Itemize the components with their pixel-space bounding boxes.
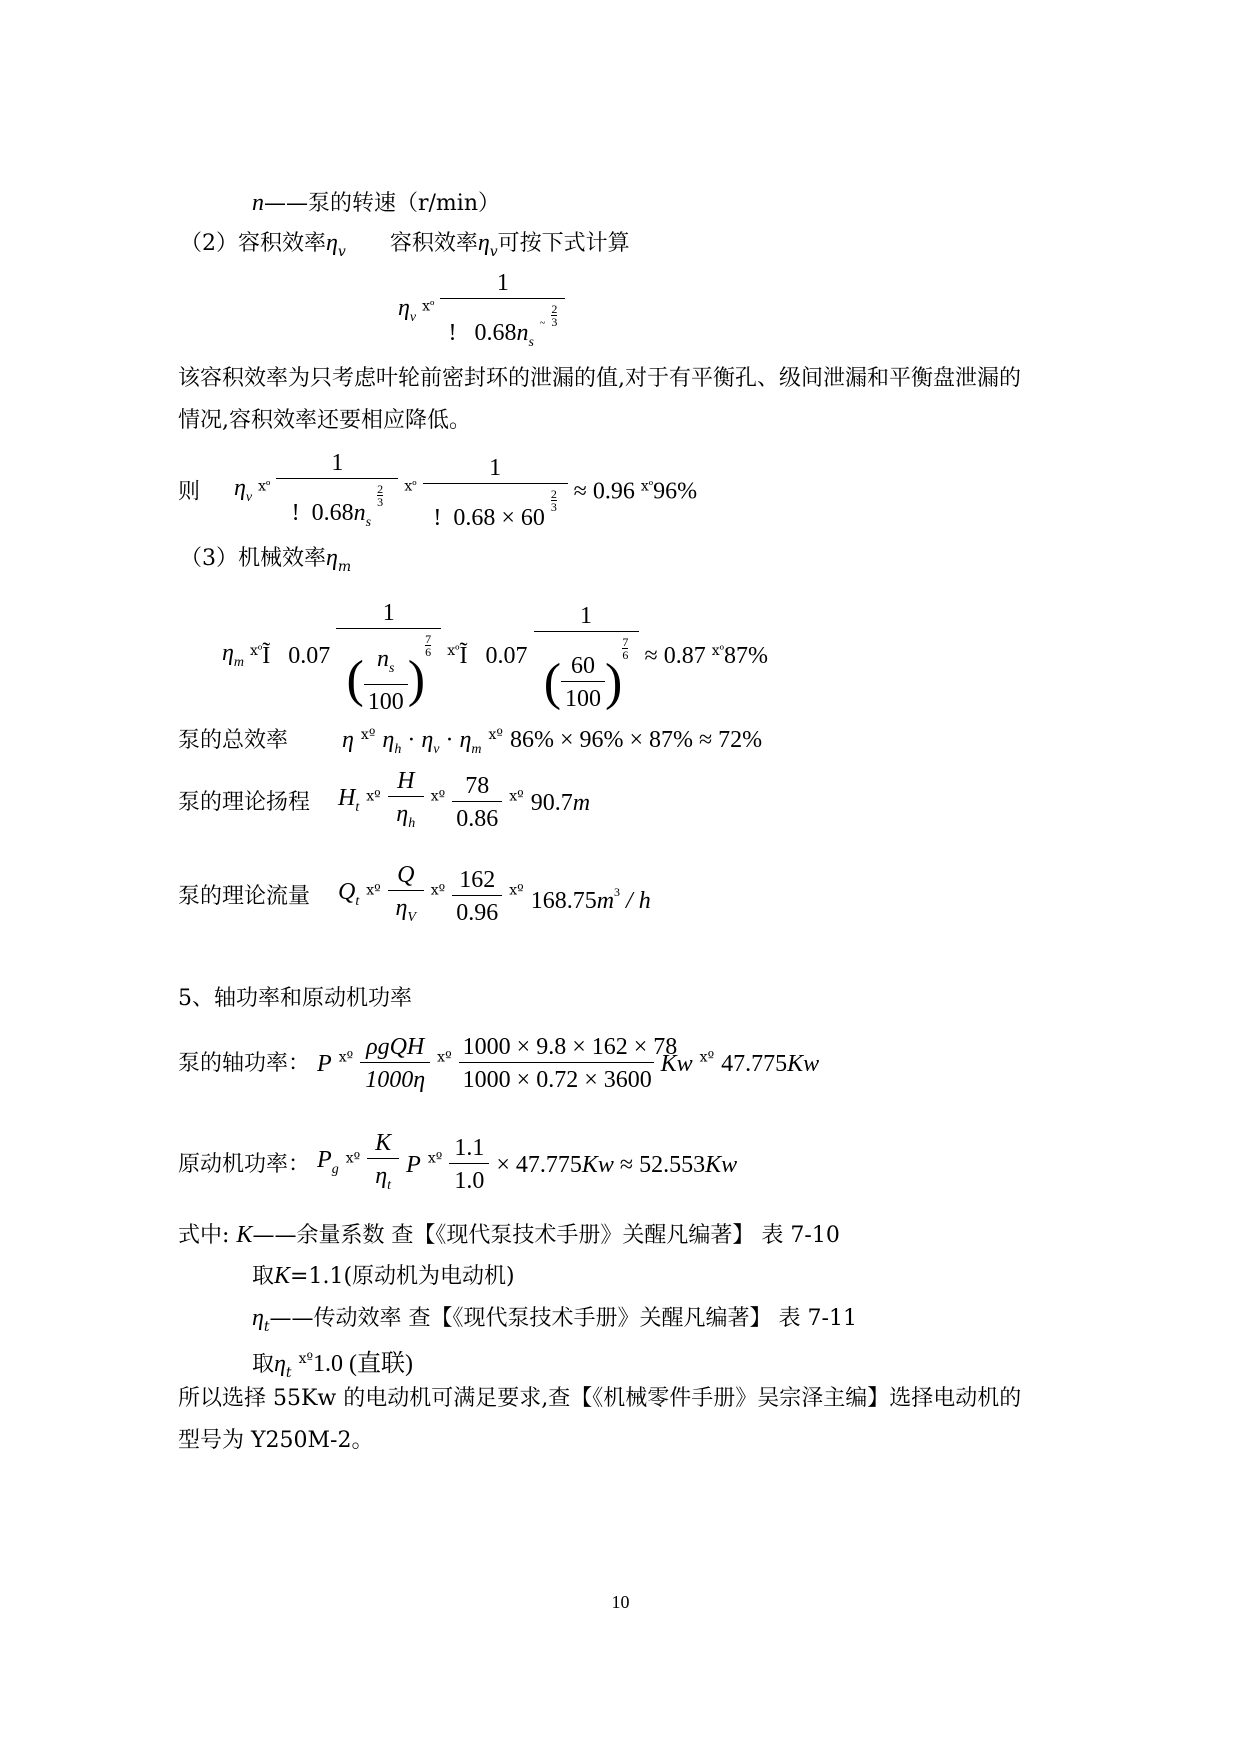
section-heading-5: 5、轴功率和原动机功率: [178, 986, 412, 1011]
formula-shaft-power: 泵的轴功率： P $^{ⅹº}$ $\frac{\text{ρgQH}}{1000\eta}$ $^{ⅹº}$ $\frac{1000 \times 9.8 \times 162 \times 78}{1000 \times 0.72 \times 3600}$ Kw $^{ⅹº}$ 47.775Kw: [178, 1034, 820, 1093]
page-number: 10: [611, 1592, 630, 1612]
where-line-2: 取K=1.1(原动机为电动机): [252, 1263, 515, 1289]
where-line-4: 取$\eta_t$ $^{ⅹº}$1.0 (直联): [252, 1351, 414, 1381]
formula-volumetric-efficiency-calc: 则 $\eta_v$ $^{ⅹº}$ 1 ! $0.68n_s$ $\frac{2}{3}$ $^{ⅹº}$ 1 ! 0.68 × 60 $\frac{2}{3}$ ≈ 0.96 $^{ⅹº}$96%: [178, 450, 698, 531]
where-line-1: 式中: K——余量系数 查【《现代泵技术手册》关醒凡编著】 表 7-10: [178, 1222, 840, 1248]
formula-theoretical-head: 泵的理论扬程 $H_t$ $^{ⅹº}$ $\frac{H}{\eta_h}$ $^{ⅹº}$ $\frac{78}{0.86}$ $^{ⅹº}$ 90.7m: [178, 768, 591, 832]
where-line-3: $\eta_t——$传动效率 查【《现代泵技术手册》关醒凡编著】 表 7-11: [252, 1305, 857, 1335]
formula-total-efficiency: 泵的总效率 η $^{ⅹº}$ $\eta_h \cdot \eta_v \cdot \eta_m$ $^{ⅹº}$ 86% × 96% × 87% ≈ 72%: [178, 727, 763, 757]
mechanical-efficiency-heading: （3）机械效率$\eta_m$: [180, 545, 352, 575]
conclusion-line-2: 型号为 Y250M-2。: [178, 1428, 374, 1453]
paragraph-line-1: 该容积效率为只考虑叶轮前密封环的泄漏的值,对于有平衡孔、级间泄漏和平衡盘泄漏的: [178, 366, 1021, 391]
conclusion-line-1: 所以选择 55Kw 的电动机可满足要求,查【《机械零件手册》吴宗泽主编】选择电动机的: [178, 1386, 1022, 1411]
formula-theoretical-flow: 泵的理论流量 $Q_t$ $^{ⅹº}$ $\frac{Q}{\eta_V}$ $^{ⅹº}$ $\frac{162}{0.96}$ $^{ⅹº}$ $168.75m^3$ / h: [178, 862, 651, 926]
paragraph-line-2: 情况,容积效率还要相应降低。: [178, 408, 471, 433]
volumetric-efficiency-heading: （2）容积效率$\eta_v$ 容积效率$\eta_v$可按下式计算: [180, 230, 630, 260]
definition-n: n——泵的转速（r/min）: [252, 190, 500, 216]
formula-mechanical-efficiency: $\eta_m$ $^{ⅹº}$Ĩ 0.07 1 ( $\frac{n_s}{100}$ ) $\frac{7}{6}$ $^{ⅹº}$Ĩ 0.07 1 ( $\frac{60}{100}$ ) $\frac{7}{6}$ ≈ 0.87 $^{ⅹº}$87%: [222, 600, 768, 715]
formula-prime-mover-power: 原动机功率： $P_g$ $^{ⅹº}$ $\frac{K}{\eta_t}$ P $^{ⅹº}$ $\frac{1.1}{1.0}$ × 47.775Kw ≈ 52.553Kw: [178, 1130, 738, 1194]
formula-volumetric-efficiency: $\eta_v$ $^{ⅹº}$ 1 ! $0.68n_s$ ~ $\frac{2}{3}$: [398, 270, 565, 356]
